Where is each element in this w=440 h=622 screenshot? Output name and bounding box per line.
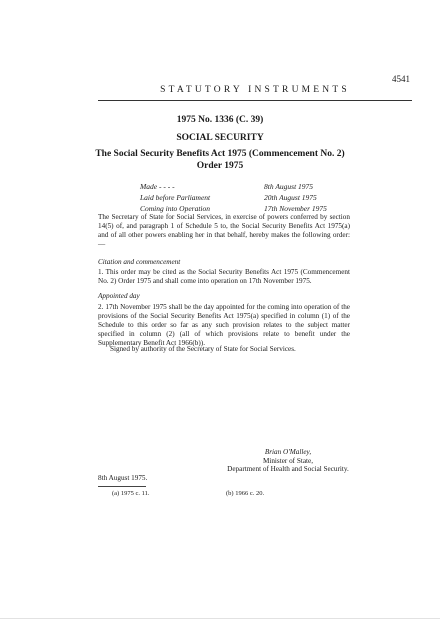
date-signed: 8th August 1975. (98, 474, 148, 482)
footnote-rule (98, 486, 146, 487)
instrument-number: 1975 No. 1336 (C. 39) (176, 115, 264, 125)
section-heading-appointed-day: Appointed day (98, 292, 140, 300)
preamble-paragraph: The Secretary of State for Social Services, in exercise of powers conferred by section 14(5) of, and paragraph 1 of Schedule 5 to, the Social Security Benefits Act 1975(a) and of all other powers enabling her in that behalf, hereby makes the following order:— (98, 213, 350, 248)
date-label: Coming into Operation (140, 204, 211, 213)
order-title (0, 148, 440, 172)
page-number: 4541 (392, 74, 410, 84)
section-2-paragraph: 2. 17th November 1975 shall be the day appointed for the coming into operation of the provisions of the Social Security Benefits Act 1975(a) specified in column (1) of the Schedule to this order so far as any such provision relates to the subject matter specified in column (2) (all of which provisions relate to benefit under the Supplementary Benefit Act 1966(b)). (98, 303, 350, 347)
page-edge-divider (0, 618, 440, 619)
date-value: 8th August 1975 (264, 182, 314, 191)
signatory-title: Minister of State, (262, 456, 314, 465)
dates-table (140, 181, 360, 214)
date-value: 20th August 1975 (264, 193, 317, 202)
order-title-line-2: Order 1975 (196, 161, 244, 171)
section-heading-citation: Citation and commencement (98, 258, 181, 266)
date-row-laid (140, 192, 360, 203)
subject-heading: SOCIAL SECURITY (176, 133, 264, 143)
date-label: Laid before Parliament (140, 193, 211, 202)
signature-block (218, 448, 358, 474)
section-1-paragraph: 1. This order may be cited as the Social Security Benefits Act 1975 (Commencement No. 2) Order 1975 and shall come into operation on 17th November 1975. (98, 268, 350, 285)
footnote-a: (a) 1975 c. 11. (112, 490, 150, 497)
date-row-made (140, 181, 360, 192)
signatory-name: Brian O'Malley, (264, 448, 312, 456)
date-value: 17th November 1975 (264, 204, 327, 213)
signatory-department: Department of Health and Social Security. (227, 465, 349, 473)
date-label: Made - - - - (140, 182, 175, 191)
signed-statement: Signed by authority of the Secretary of State for Social Services. (110, 345, 296, 353)
footnote-b: (b) 1966 c. 20. (226, 490, 265, 497)
order-title-line-1: The Social Security Benefits Act 1975 (Commencement No. 2) (95, 149, 345, 159)
series-header: STATUTORY INSTRUMENTS (98, 84, 412, 101)
